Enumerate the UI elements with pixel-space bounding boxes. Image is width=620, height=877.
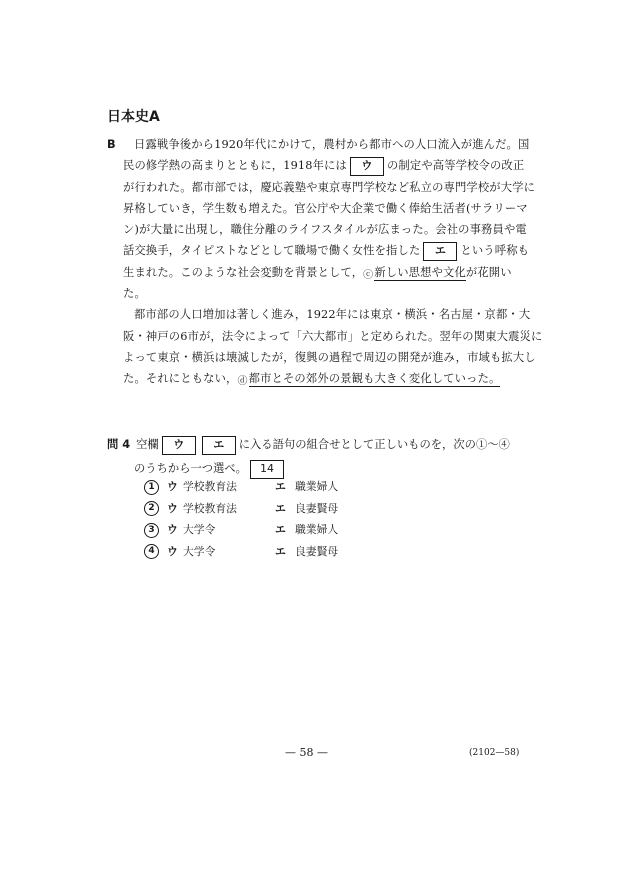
blank-u-box: ウ bbox=[162, 436, 196, 455]
answer-number-box: 14 bbox=[250, 460, 284, 479]
passage-line: の制定や高等学校令の改正 bbox=[386, 159, 525, 173]
passage-line: という呼称も bbox=[460, 244, 530, 258]
passage-line: 民の修学熱の高まりとともに，1918年には bbox=[123, 159, 347, 173]
underline-marker-d: ⓓ bbox=[237, 376, 248, 388]
subject-title: 日本史A bbox=[107, 109, 160, 125]
choice-text: 職業婦人 bbox=[295, 523, 339, 536]
choice-text: 大学令 bbox=[183, 523, 216, 536]
choice-key: エ bbox=[275, 480, 286, 493]
question-4 bbox=[107, 433, 527, 481]
passage-line: 昇格していき，学生数も増えた。官公庁や大企業で働く俸給生活者(サラリーマ bbox=[123, 201, 528, 215]
passage-line: 生まれた。このような社会変動を背景として， bbox=[123, 265, 364, 279]
choice-2[interactable] bbox=[144, 498, 338, 520]
choice-key: ウ bbox=[167, 501, 178, 515]
passage-line: 日露戦争後から1920年代にかけて，農村から都市への人口流入が進んだ。国 bbox=[134, 138, 530, 151]
passage-line: た。それにともない， bbox=[123, 372, 238, 386]
question-text: のうちから一つ選べ。 bbox=[134, 462, 247, 475]
choice-key: ウ bbox=[167, 523, 178, 536]
passage-line: が行われた。都市部では，慶応義塾や東京専門学校など私立の専門学校が大学に bbox=[123, 180, 536, 194]
choice-number: 3 bbox=[144, 523, 159, 538]
question-text: に入る語句の組合せとして正しいものを，次の①～④ bbox=[238, 438, 510, 451]
passage-line: が花開い bbox=[465, 265, 512, 279]
answer-choices bbox=[144, 476, 338, 562]
question-text: 空欄 bbox=[136, 438, 159, 451]
passage-line: 阪・神戸の6市が，法令によって「六大都市」と定められた。翌年の関東大震災に bbox=[123, 329, 543, 343]
choice-text: 学校教育法 bbox=[183, 501, 237, 515]
choice-number: 2 bbox=[144, 501, 159, 516]
choice-key: エ bbox=[275, 501, 286, 515]
underlined-text-c: 新しい思想や文化 bbox=[374, 265, 466, 279]
exam-code: (2102—58) bbox=[469, 748, 520, 758]
choice-text: 大学令 bbox=[183, 544, 216, 558]
choice-1[interactable] bbox=[144, 476, 338, 498]
passage-line: よって東京・横浜は壊滅したが，復興の過程で周辺の開発が進み，市域も拡大し bbox=[123, 350, 536, 364]
choice-3[interactable] bbox=[144, 519, 338, 541]
choice-text: 学校教育法 bbox=[183, 480, 237, 493]
choice-number: 1 bbox=[144, 480, 159, 495]
blank-e-box: エ bbox=[423, 242, 457, 261]
choice-key: ウ bbox=[167, 544, 178, 558]
choice-text: 職業婦人 bbox=[295, 480, 339, 493]
underline-marker-c: ⓒ bbox=[363, 269, 374, 281]
blank-e-box: エ bbox=[202, 436, 236, 455]
underlined-text-d: 都市とその郊外の景観も大きく変化していった。 bbox=[248, 372, 501, 386]
question-label: 問 4 bbox=[107, 438, 131, 451]
page-number: — 58 — bbox=[285, 746, 328, 759]
section-label: B bbox=[107, 138, 116, 151]
choice-key: ウ bbox=[167, 480, 178, 493]
choice-key: エ bbox=[275, 544, 286, 558]
choice-number: 4 bbox=[144, 544, 159, 559]
choice-text: 良妻賢母 bbox=[295, 544, 339, 558]
blank-u-box: ウ bbox=[350, 157, 384, 176]
passage-line: 都市部の人口増加は著しく進み，1922年には東京・横浜・名古屋・京都・大 bbox=[134, 308, 531, 322]
passage-b bbox=[107, 134, 543, 390]
choice-text: 良妻賢母 bbox=[295, 501, 339, 515]
choice-4[interactable] bbox=[144, 541, 338, 563]
passage-line: 話交換手，タイピストなどとして職場で働く女性を指した bbox=[123, 244, 421, 258]
passage-line: た。 bbox=[123, 287, 146, 301]
passage-line: ン)が大量に出現し，職住分離のライフスタイルが広まった。会社の事務員や電 bbox=[123, 223, 527, 237]
choice-key: エ bbox=[275, 523, 286, 536]
